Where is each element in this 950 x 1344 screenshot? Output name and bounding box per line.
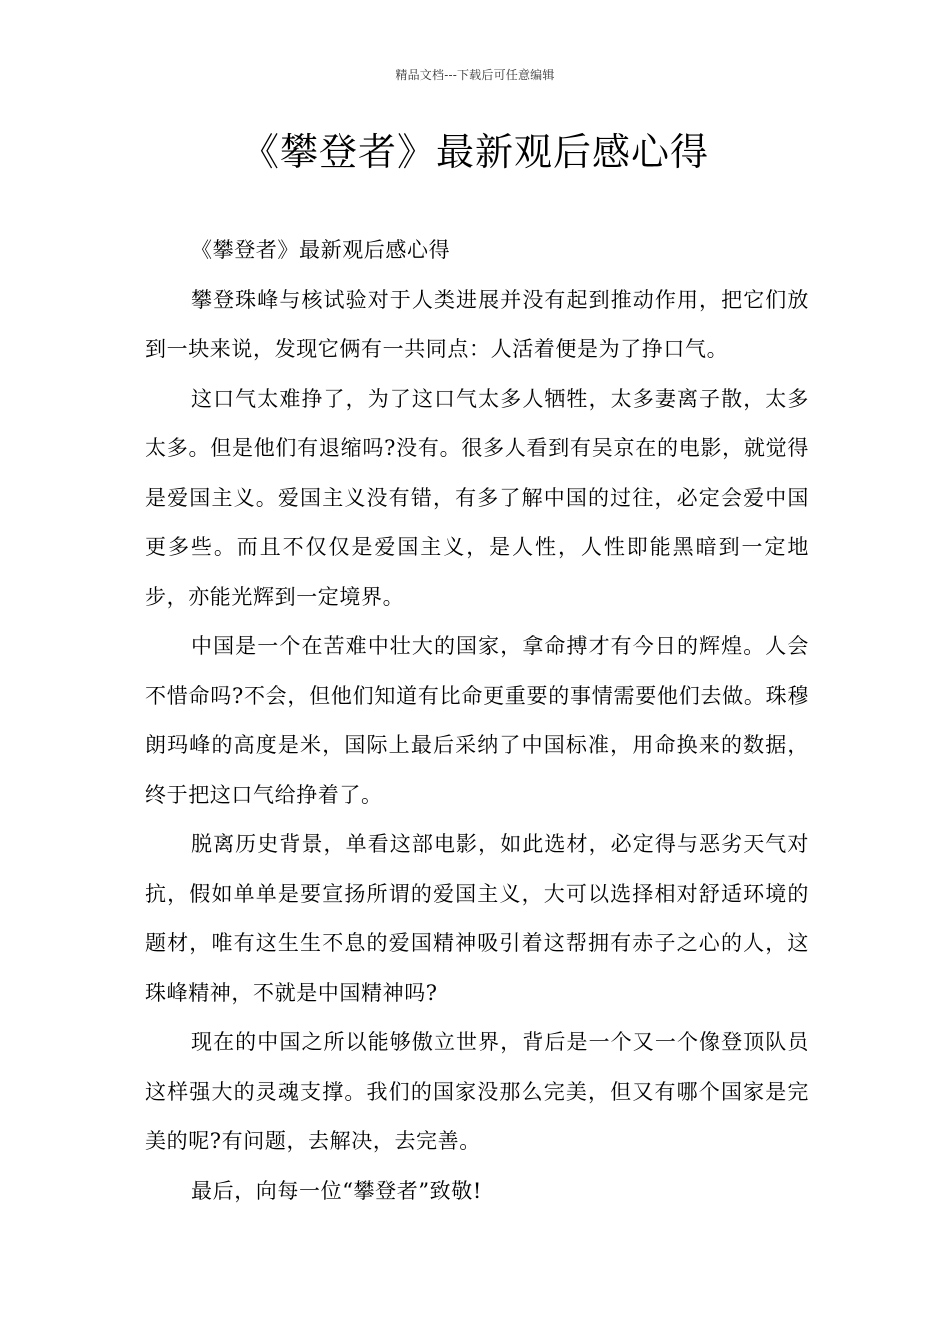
header-note: 精品文档---下载后可任意编辑: [395, 68, 555, 82]
paragraph: 这口气太难挣了，为了这口气太多人牺牲，太多妻离子散，太多太多。但是他们有退缩吗?没有。很多人看到有吴京在的电影，就觉得是爱国主义。爱国主义没有错，有多了解中国的过往，必定会爱中国更多些。而且不仅仅是爱国主义，是人性，人性即能黑暗到一定地步，亦能光辉到一定境界。: [145, 386, 809, 609]
document-title: 《攀登者》最新观后感心得: [240, 130, 709, 174]
paragraph: 脱离历史背景，单看这部电影，如此选材，必定得与恶劣天气对抗，假如单单是要宣扬所谓的爱国主义，大可以选择相对舒适环境的题材，唯有这生生不息的爱国精神吸引着这帮拥有赤子之心的人，这珠峰精神，不就是中国精神吗?: [145, 832, 809, 1005]
document-body: [145, 226, 809, 1216]
paragraph-subtitle: 《攀登者》最新观后感心得: [191, 238, 451, 262]
paragraph: 中国是一个在苦难中壮大的国家，拿命搏才有今日的辉煌。人会不惜命吗?不会，但他们知道有比命更重要的事情需要他们去做。珠穆朗玛峰的高度是米，国际上最后采纳了中国标准，用命换来的数据，终于把这口气给挣着了。: [145, 634, 809, 807]
paragraph: 攀登珠峰与核试验对于人类进展并没有起到推动作用，把它们放到一块来说，发现它俩有一共同点：人活着便是为了挣口气。: [145, 287, 809, 361]
paragraph-closing: 最后，向每一位“攀登者”致敬!: [191, 1178, 482, 1203]
paragraph: 现在的中国之所以能够傲立世界，背后是一个又一个像登顶队员这样强大的灵魂支撑。我们的国家没那么完美，但又有哪个国家是完美的呢?有问题，去解决，去完善。: [145, 1030, 809, 1153]
